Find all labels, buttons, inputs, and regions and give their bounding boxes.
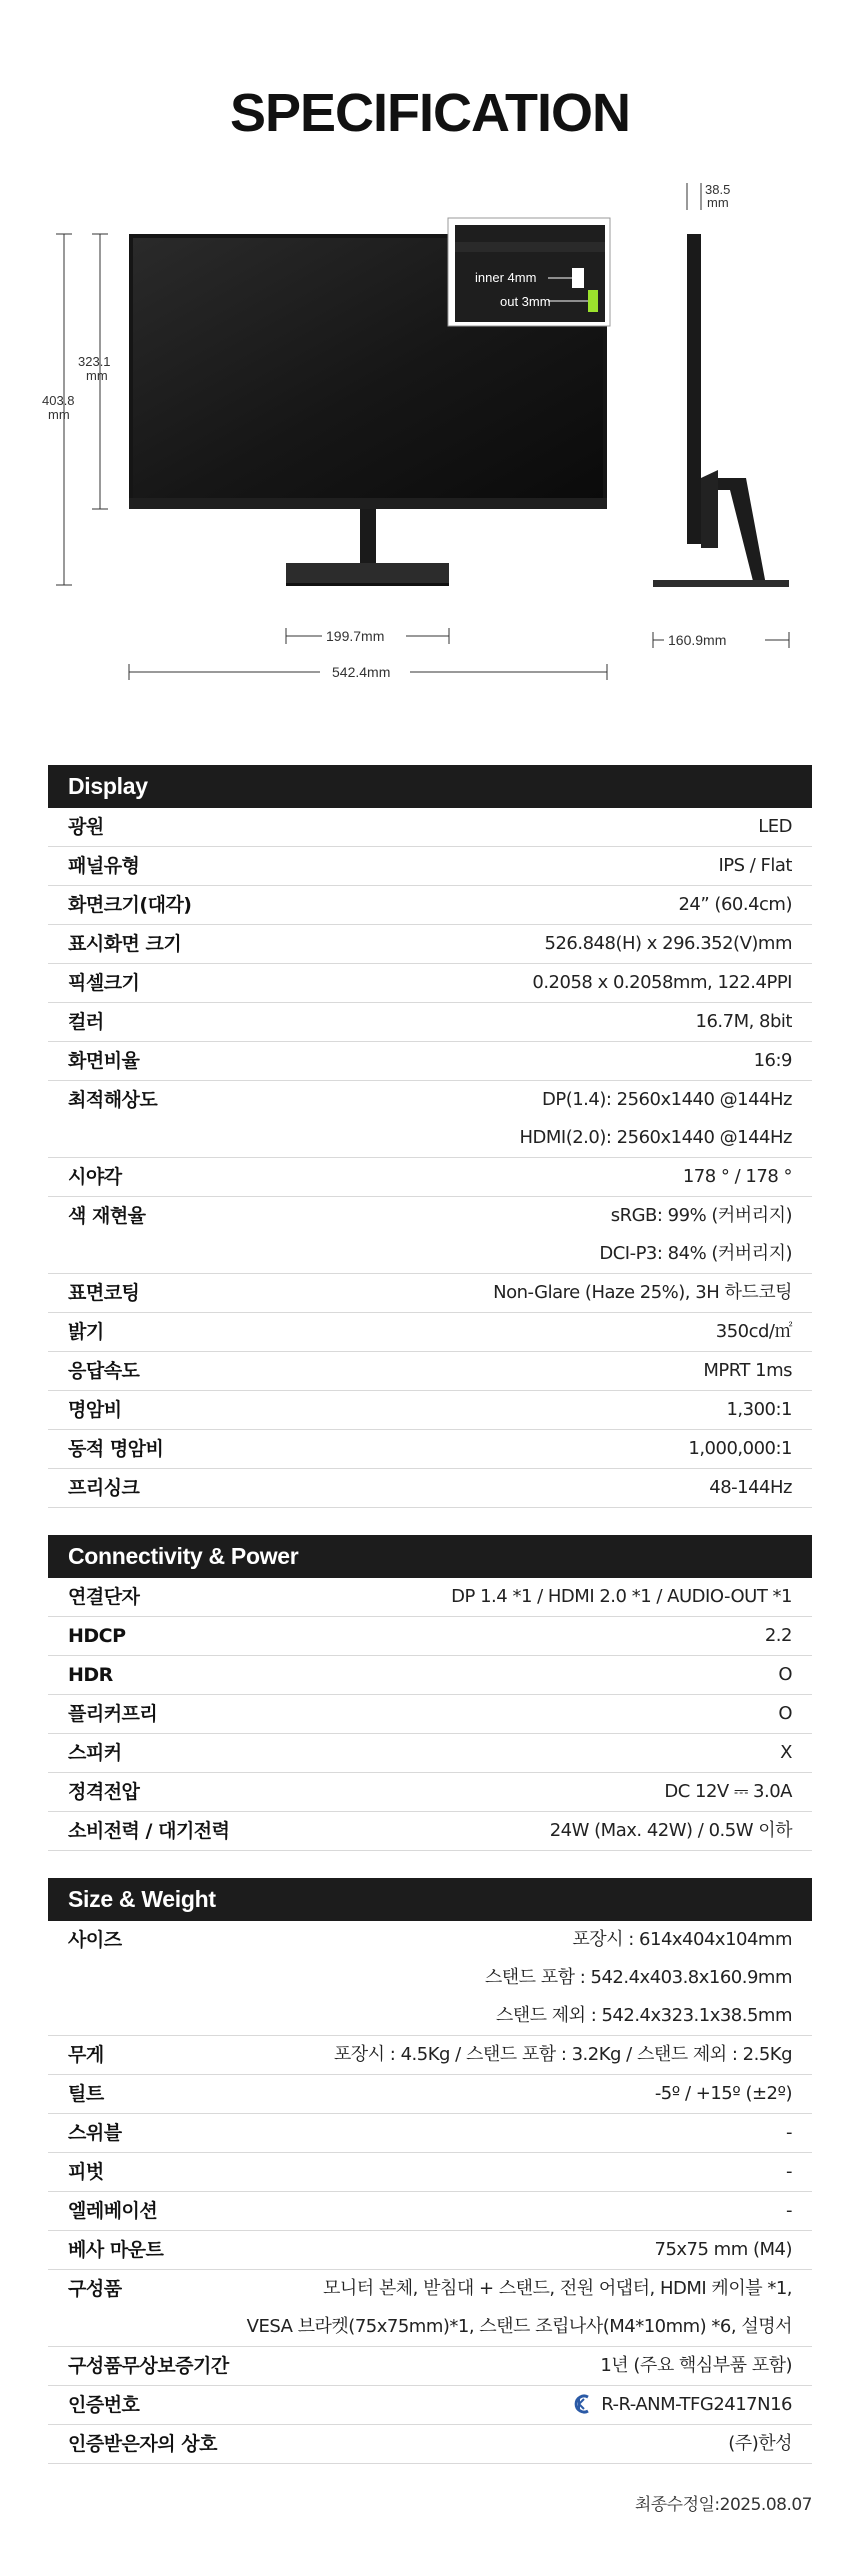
spec-label: 피벗	[68, 2161, 104, 2183]
spec-values	[278, 1081, 812, 1157]
spec-label: 화면크기(대각)	[68, 894, 192, 916]
section-title: Display	[48, 765, 812, 808]
spec-label: 연결단자	[68, 1586, 140, 1608]
spec-label: 구성품	[68, 2278, 122, 2300]
spec-row	[48, 2036, 812, 2075]
spec-row	[48, 886, 812, 925]
spec-value: 178 ° / 178 °	[682, 1166, 792, 1187]
spec-value: -	[786, 2161, 792, 2182]
spec-values	[278, 1578, 812, 1616]
spec-value: 스탠드 포함 : 542.4x403.8x160.9mm	[484, 1967, 792, 1988]
spec-value: -	[786, 2200, 792, 2221]
spec-row	[48, 2192, 812, 2231]
spec-value: 포장시 : 614x404x104mm	[572, 1929, 792, 1950]
spec-label: 스위블	[68, 2122, 122, 2144]
spec-value: HDMI(2.0): 2560x1440 @144Hz	[519, 1127, 792, 1148]
spec-label: 화면비율	[68, 1050, 140, 1072]
spec-values	[278, 1313, 812, 1351]
spec-value: 24W (Max. 42W) / 0.5W 이하	[549, 1820, 792, 1841]
spec-label: 플리커프리	[68, 1703, 158, 1725]
spec-values	[278, 2036, 812, 2074]
spec-row	[48, 925, 812, 964]
spec-value: 1,000,000:1	[688, 1438, 792, 1459]
spec-value: MPRT 1ms	[703, 1360, 792, 1381]
spec-row	[48, 1921, 812, 2036]
spec-values	[278, 1773, 812, 1811]
spec-row	[48, 1773, 812, 1812]
spec-row	[48, 1274, 812, 1313]
spec-label: 틸트	[68, 2083, 104, 2105]
spec-table	[48, 1921, 812, 2464]
spec-value: 16:9	[753, 1050, 792, 1071]
spec-row	[48, 1578, 812, 1617]
spec-table	[48, 808, 812, 1508]
spec-label: 표면코팅	[68, 1282, 140, 1304]
spec-label: 사이즈	[68, 1929, 122, 1951]
spec-row	[48, 2231, 812, 2270]
spec-label: 명암비	[68, 1399, 122, 1421]
spec-label: 색 재현율	[68, 1205, 146, 1227]
spec-table	[48, 1578, 812, 1851]
spec-value: 스탠드 제외 : 542.4x323.1x38.5mm	[495, 2005, 792, 2026]
spec-values	[278, 847, 812, 885]
spec-label: 응답속도	[68, 1360, 140, 1382]
section-title: Size & Weight	[48, 1878, 812, 1921]
spec-row	[48, 1352, 812, 1391]
spec-row	[48, 1812, 812, 1851]
spec-values	[278, 2153, 812, 2191]
spec-value: 75x75 mm (M4)	[654, 2239, 792, 2260]
spec-label: 엘레베이션	[68, 2200, 158, 2222]
spec-values	[278, 1921, 812, 2035]
spec-value: sRGB: 99% (커버리지)	[610, 1205, 792, 1226]
spec-values	[278, 2425, 812, 2463]
spec-value: -5º / +15º (±2º)	[654, 2083, 792, 2104]
spec-row	[48, 1695, 812, 1734]
spec-label: 정격전압	[68, 1781, 140, 1803]
bezel-outer-label: out 3mm	[500, 294, 551, 309]
spec-value: 1년 (주요 핵심부품 포함)	[600, 2355, 792, 2376]
spec-value: LED	[758, 816, 792, 837]
side-view-icon	[653, 234, 789, 587]
spec-row	[48, 2347, 812, 2386]
spec-row	[48, 1734, 812, 1773]
spec-values	[278, 2114, 812, 2152]
spec-value: 2.2	[764, 1625, 792, 1646]
spec-values	[278, 1352, 812, 1390]
spec-row	[48, 808, 812, 847]
spec-value-with-icon	[278, 2386, 792, 2424]
display-section	[48, 765, 812, 1508]
spec-label: HDCP	[68, 1625, 126, 1647]
spec-value: DP 1.4 *1 / HDMI 2.0 *1 / AUDIO-OUT *1	[451, 1586, 792, 1607]
spec-label: 시야각	[68, 1166, 122, 1188]
spec-row	[48, 1313, 812, 1352]
spec-values	[278, 2075, 812, 2113]
spec-label: 스피커	[68, 1742, 122, 1764]
spec-value: O	[778, 1664, 792, 1685]
depth-dimension	[653, 183, 789, 648]
spec-values	[278, 1656, 812, 1694]
spec-row	[48, 847, 812, 886]
spec-value: DP(1.4): 2560x1440 @144Hz	[541, 1089, 792, 1110]
section-title: Connectivity & Power	[48, 1535, 812, 1578]
spec-row	[48, 1617, 812, 1656]
spec-value: O	[778, 1703, 792, 1724]
spec-values	[278, 1812, 812, 1850]
spec-label: 컬러	[68, 1011, 104, 1033]
spec-value: 0.2058 x 0.2058mm, 122.4PPI	[532, 972, 792, 993]
last-updated-note: 최종수정일:2025.08.07	[634, 2495, 812, 2515]
spec-values	[278, 1469, 812, 1507]
spec-value: 모니터 본체, 받침대 + 스탠드, 전원 어댑터, HDMI 케이블 *1,	[322, 2278, 792, 2299]
spec-label: HDR	[68, 1664, 113, 1686]
spec-label: 동적 명암비	[68, 1438, 164, 1460]
monitor-dimension-diagram	[0, 150, 860, 730]
spec-label: 표시화면 크기	[68, 933, 182, 955]
size-weight-section	[48, 1878, 812, 2464]
spec-label: 베사 마운트	[68, 2239, 164, 2261]
height-inner-value: 323.1	[78, 354, 111, 369]
spec-row	[48, 1003, 812, 1042]
spec-values	[278, 2386, 812, 2424]
page-title: SPECIFICATION	[229, 83, 630, 143]
spec-value: DC 12V ⎓ 3.0A	[664, 1781, 792, 1802]
spec-value: (주)한성	[728, 2433, 792, 2454]
spec-label: 소비전력 / 대기전력	[68, 1820, 230, 1842]
total-width-label: 542.4mm	[332, 664, 391, 680]
spec-values	[278, 964, 812, 1002]
spec-value: 16.7M, 8bit	[695, 1011, 792, 1032]
spec-values	[278, 1158, 812, 1196]
spec-row	[48, 1391, 812, 1430]
spec-row	[48, 2386, 812, 2425]
spec-values	[278, 925, 812, 963]
spec-row	[48, 2425, 812, 2464]
spec-value: 350cd/㎡	[715, 1321, 792, 1342]
spec-row	[48, 1656, 812, 1695]
spec-value: IPS / Flat	[718, 855, 792, 876]
spec-row	[48, 1081, 812, 1158]
bezel-inner-label: inner 4mm	[475, 270, 537, 285]
spec-values	[278, 808, 812, 846]
spec-label: 픽셀크기	[68, 972, 140, 994]
spec-row	[48, 1197, 812, 1274]
kc-mark-icon	[573, 2394, 591, 2414]
spec-values	[278, 1695, 812, 1733]
spec-label: 광원	[68, 816, 104, 838]
spec-values	[247, 2270, 812, 2346]
spec-values	[278, 886, 812, 924]
spec-values	[278, 2347, 812, 2385]
height-total-value: 403.8	[42, 393, 75, 408]
spec-row	[48, 2114, 812, 2153]
stand-depth-label: 160.9mm	[668, 632, 727, 648]
spec-label: 밝기	[68, 1321, 104, 1343]
spec-value: 526.848(H) x 296.352(V)mm	[544, 933, 792, 954]
spec-row	[48, 2153, 812, 2192]
spec-row	[48, 2270, 812, 2347]
spec-value: Non-Glare (Haze 25%), 3H 하드코팅	[493, 1282, 792, 1303]
spec-values	[278, 1430, 812, 1468]
spec-values	[278, 1042, 812, 1080]
spec-value: VESA 브라켓(75x75mm)*1, 스탠드 조립나사(M4*10mm) *6, 설명서	[246, 2316, 792, 2337]
spec-value: 1,300:1	[726, 1399, 792, 1420]
spec-values	[278, 1197, 812, 1273]
spec-row	[48, 964, 812, 1003]
spec-label: 프리싱크	[68, 1477, 140, 1499]
depth-value: 38.5	[705, 182, 731, 197]
spec-values	[278, 1391, 812, 1429]
height-total-unit: mm	[48, 407, 70, 422]
spec-value: DCI-P3: 84% (커버리지)	[599, 1243, 792, 1264]
spec-values	[278, 1734, 812, 1772]
spec-values	[278, 2231, 812, 2269]
spec-row	[48, 1430, 812, 1469]
spec-value: 포장시 : 4.5Kg / 스탠드 포함 : 3.2Kg / 스탠드 제외 : 2.5Kg	[333, 2044, 792, 2065]
spec-value: R-R-ANM-TFG2417N16	[601, 2394, 792, 2415]
spec-label: 최적해상도	[68, 1089, 158, 1111]
spec-value: 24” (60.4cm)	[678, 894, 792, 915]
spec-label: 인증받은자의 상호	[68, 2433, 217, 2455]
spec-row	[48, 1469, 812, 1508]
spec-label: 무게	[68, 2044, 104, 2066]
depth-unit: mm	[707, 195, 729, 210]
spec-label: 구성품무상보증기간	[68, 2355, 229, 2377]
height-inner-unit: mm	[86, 368, 108, 383]
spec-value: -	[786, 2122, 792, 2143]
spec-row	[48, 1042, 812, 1081]
spec-values	[278, 1003, 812, 1041]
connectivity-section	[48, 1535, 812, 1851]
spec-value: 48-144Hz	[709, 1477, 792, 1498]
spec-label: 인증번호	[68, 2394, 140, 2416]
spec-label: 패널유형	[68, 855, 140, 877]
spec-values	[278, 1274, 812, 1312]
spec-values	[278, 1617, 812, 1655]
spec-value: X	[780, 1742, 792, 1763]
spec-row	[48, 2075, 812, 2114]
spec-row	[48, 1158, 812, 1197]
stand-width-label: 199.7mm	[326, 628, 385, 644]
bezel-detail-icon	[448, 218, 610, 326]
spec-values	[278, 2192, 812, 2230]
